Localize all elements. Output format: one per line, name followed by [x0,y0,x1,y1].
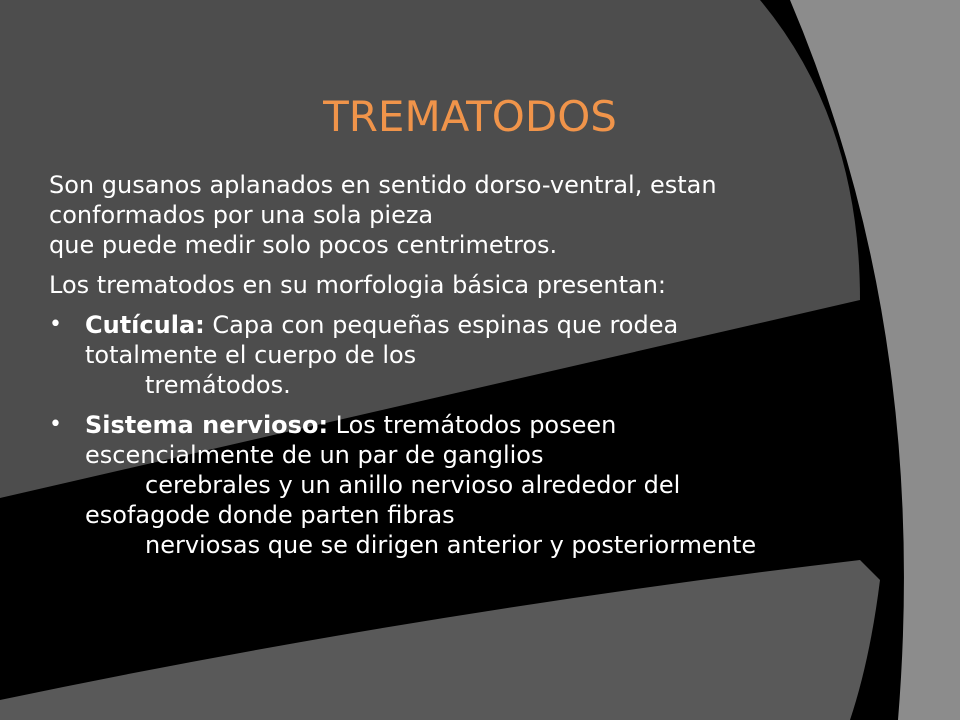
slide-body [49,170,909,570]
bullet-sistema-nervioso [49,410,909,560]
morphology-intro-text: Los trematodos en su morfologia básica presentan: [49,271,666,299]
bullet-line: esofagode donde parten fibras [85,501,455,529]
bullet-cuticula [49,310,909,400]
bullet-symbol: • [49,312,62,337]
intro-line-3: que puede medir solo pocos centrimetros. [49,231,558,259]
bullet-first-line [85,310,909,340]
bullet-text: Capa con pequeñas espinas que rodea [204,311,679,339]
intro-line-1: Son gusanos aplanados en sentido dorso-ventral, estan [49,171,717,199]
slide-title: TREMATODOS [323,92,617,141]
bullet-symbol: • [49,412,62,437]
intro-paragraph [49,170,909,260]
bullet-first-line [85,410,909,440]
bullet-line-indented: cerebrales y un anillo nervioso alrededor del [145,471,681,499]
intro-line-2: conformados por una sola pieza [49,201,434,229]
bullet-line-indented: tremátodos. [145,371,291,399]
bullet-line-indented: nerviosas que se dirigen anterior y posteriormente [145,531,757,559]
bullet-text: Los tremátodos poseen [328,411,617,439]
bullet-term: Cutícula: [85,311,205,339]
bullet-line: totalmente el cuerpo de los [85,341,417,369]
bullet-line: escencialmente de un par de ganglios [85,441,544,469]
bullet-term: Sistema nervioso: [85,411,329,439]
morphology-intro [49,270,909,300]
